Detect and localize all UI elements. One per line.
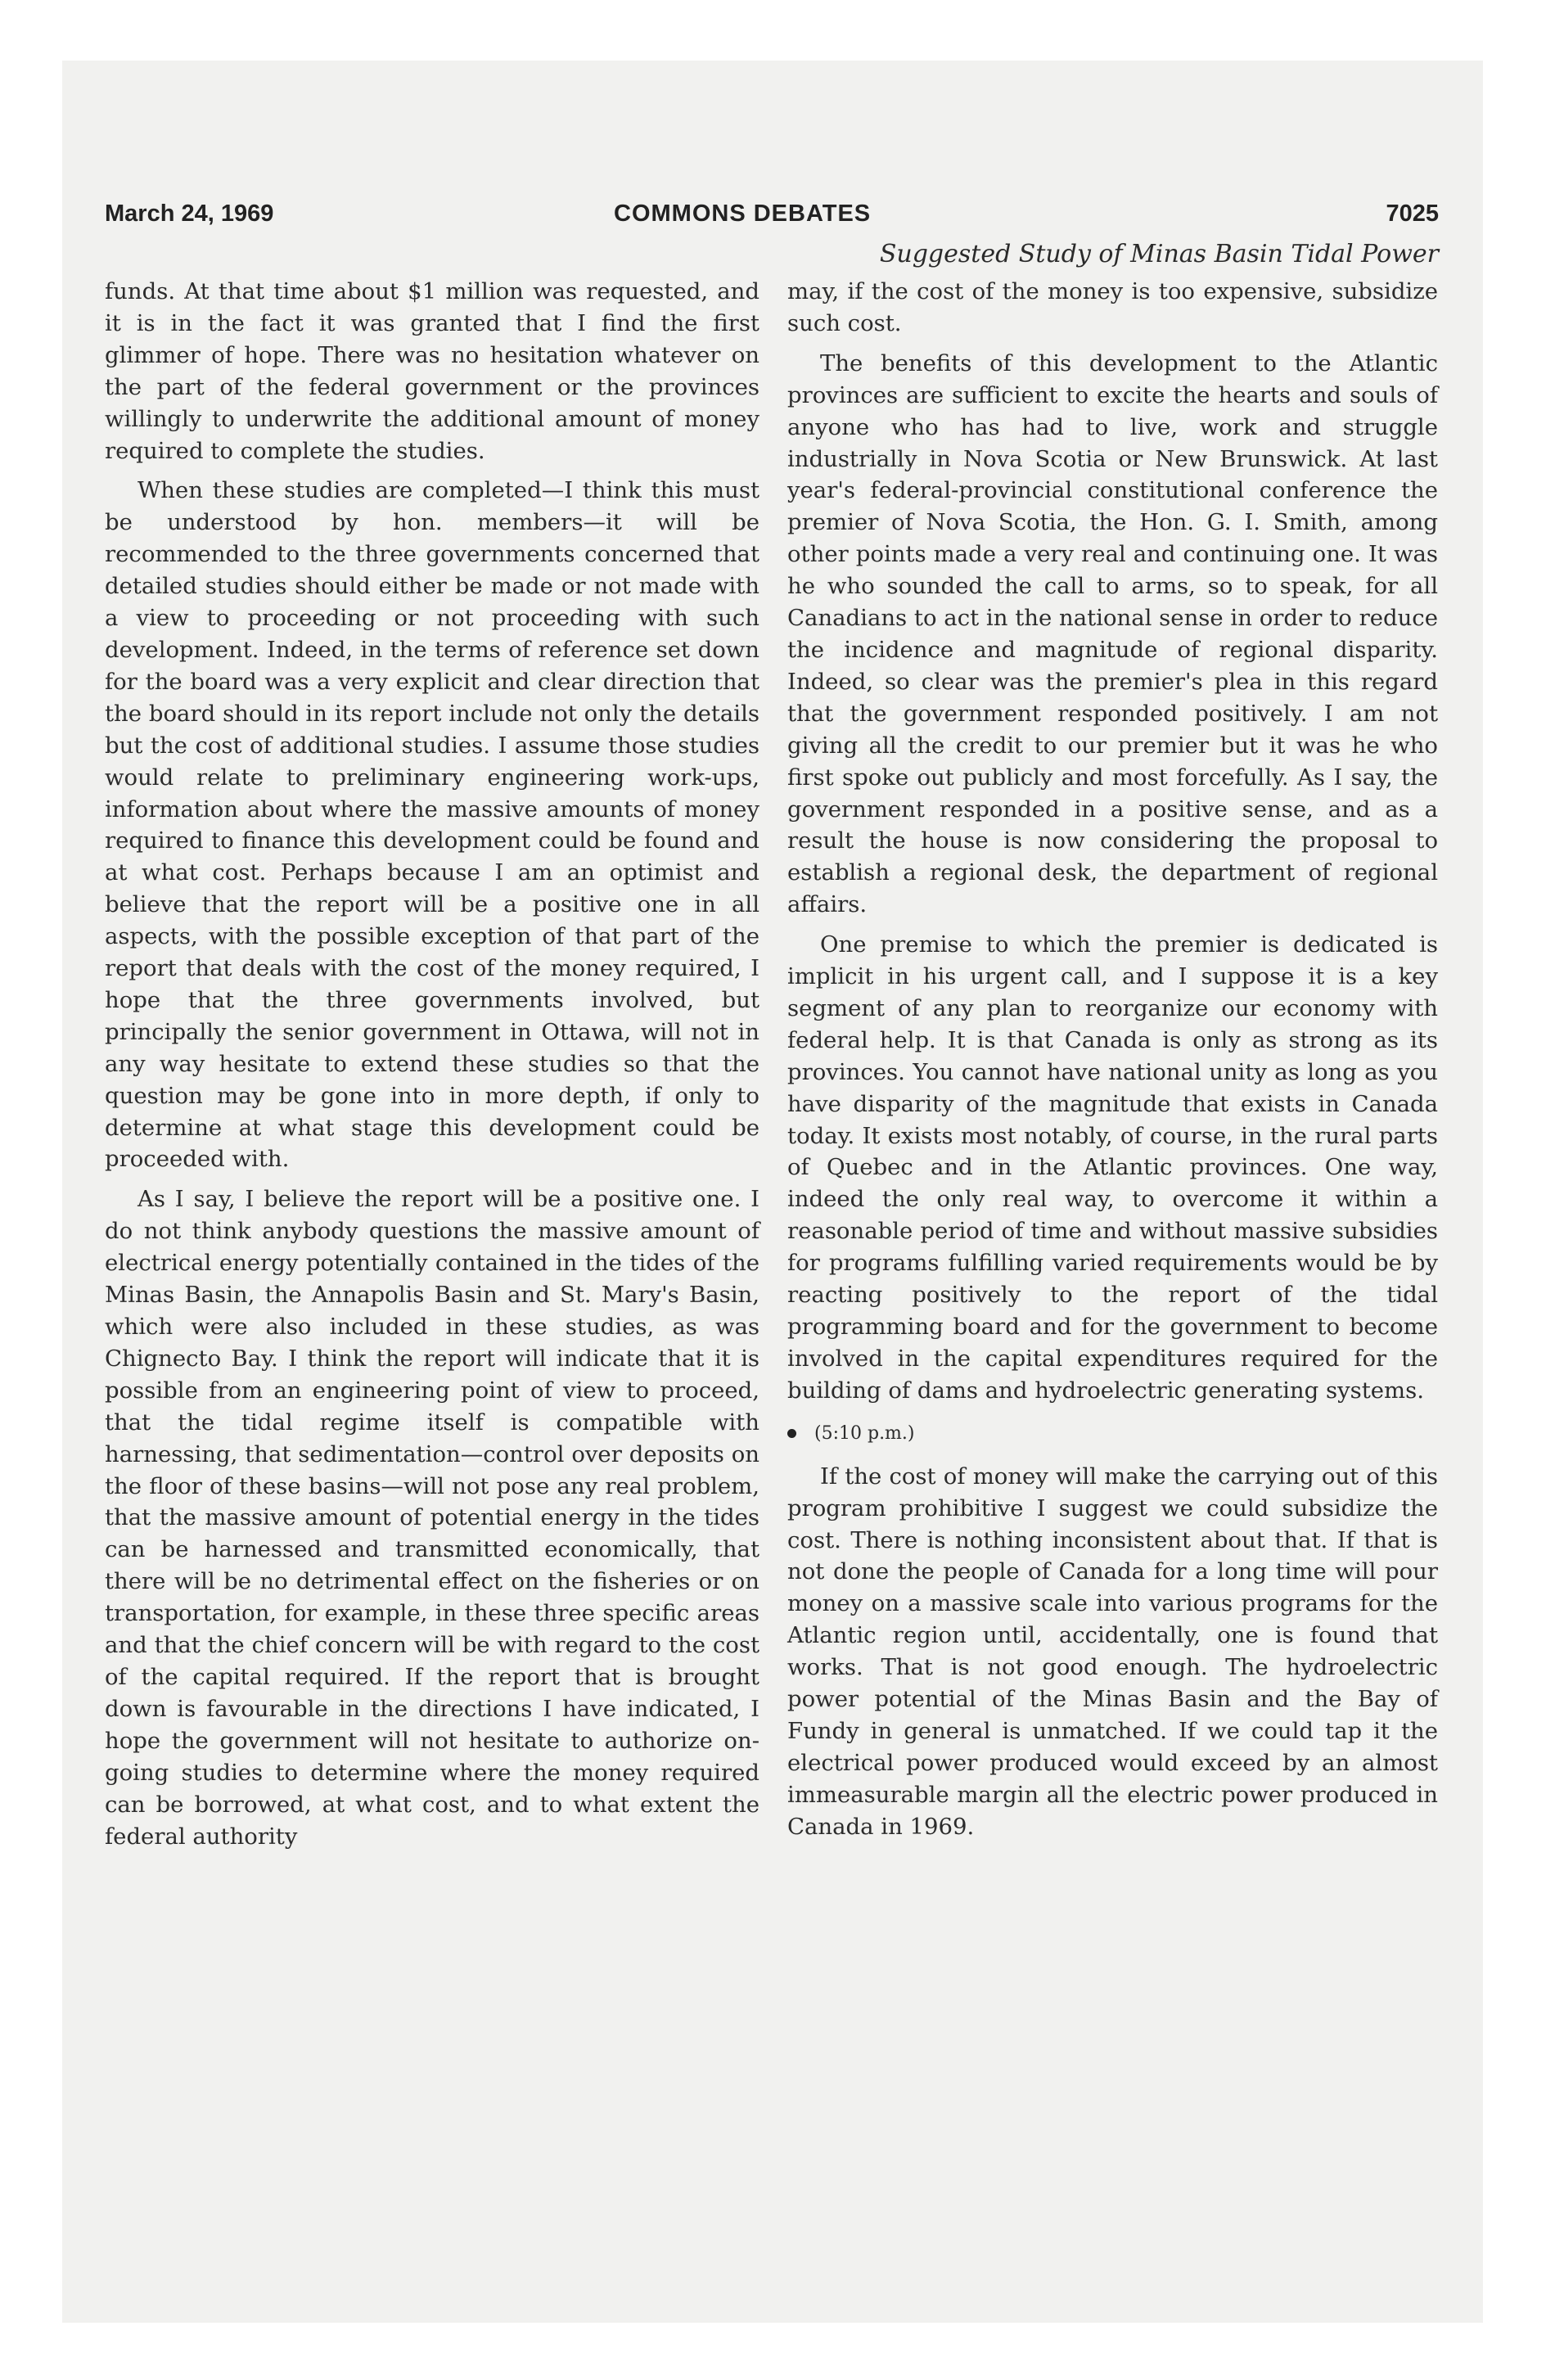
running-title: Suggested Study of Minas Basin Tidal Power bbox=[879, 240, 1439, 268]
header-date: March 24, 1969 bbox=[105, 201, 274, 227]
header-publication: COMMONS DEBATES bbox=[614, 201, 872, 227]
left-paragraph-3: As I say, I believe the report will be a positive one. I do not think anybody questions the massive amount of electrical energy potentially contained in the tides of the Minas Basin, the Annapolis Basin and St. Mary's Basin, which were also included in these studies, as was Chignecto Bay. I think the report will indicate that it is possible from an engineering point of view to proceed, that the tidal regime itself is compatible with harnessing, that sedimentation—control over deposits on the floor of these basins—will not pose any real problem, that the massive amount of potential energy in the tides can be harnessed and transmitted economically, that there will be no detrimental effect on the fisheries or on transportation, for example, in these three specific areas and that the chief concern will be with regard to the cost of the capital required. If the report that is brought down is favourable in the directions I have indicated, I hope the government will not hesitate to authorize on-going studies to determine where the money required can be borrowed, at what cost, and to what extent the federal authority bbox=[105, 1186, 759, 1850]
time-marker-text: (5:10 p.m.) bbox=[814, 1422, 915, 1444]
right-paragraph-1: may, if the cost of the money is too expensive, subsidize such cost. bbox=[787, 278, 1438, 336]
left-column bbox=[105, 276, 759, 1852]
bullet-icon bbox=[787, 1429, 796, 1438]
header-page-number: 7025 bbox=[1386, 201, 1439, 227]
time-marker bbox=[787, 1422, 1438, 1446]
page-header bbox=[105, 197, 1439, 230]
right-paragraph-2: The benefits of this development to the Atlantic provinces are sufficient to excite the hearts and souls of anyone who has had to live, work and struggle industrially in Nova Scotia or New Brunswick. At last year's federal-provincial constitutional conference the premier of Nova Scotia, the Hon. G. I. Smith, among other points made a very real and continuing one. It was he who sounded the call to arms, so to speak, for all Canadians to act in the national sense in order to reduce the incidence and magnitude of regional disparity. Indeed, so clear was the premier's plea in this regard that the government responded positively. I am not giving all the credit to our premier but it was he who first spoke out publicly and most forcefully. As I say, the government responded in a positive sense, and as a result the house is now considering the proposal to establish a regional desk, the department of regional affairs. bbox=[787, 349, 1438, 918]
right-paragraph-4: If the cost of money will make the carrying out of this program prohibitive I suggest we could subsidize the cost. There is nothing inconsistent about that. If that is not done the people of Canada for a long time will pour money on a massive scale into various programs for the Atlantic region until, accidentally, one is found that works. That is not good enough. The hydroelectric power potential of the Minas Basin and the Bay of Fundy in general is unmatched. If we could tap it the electrical power produced would exceed by an almost immeasurable margin all the electric power produced in Canada in 1969. bbox=[787, 1463, 1438, 1840]
left-paragraph-2: When these studies are completed—I think this must be understood by hon. members—it will be recommended to the three governments concerned that detailed studies should either be made or not made with a view to proceeding or not proceeding with such development. Indeed, in the terms of reference set down for the board was a very explicit and clear direction that the board should in its report include not only the details but the cost of additional studies. I assume those studies would relate to preliminary engineering work-ups, information about where the massive amounts of money required to finance this development could be found and at what cost. Perhaps because I am an optimist and believe that the report will be a positive one in all aspects, with the possible exception of that part of the report that deals with the cost of the money required, I hope that the three governments involved, but principally the senior government in Ottawa, will not in any way hesitate to extend these studies so that the question may be gone into in more depth, if only to determine at what stage this development could be proceeded with. bbox=[105, 477, 759, 1173]
right-paragraph-3: One premise to which the premier is dedicated is implicit in his urgent call, and I suppose it is a key segment of any plan to reorganize our economy with federal help. It is that Canada is only as strong as its provinces. You cannot have national unity as long as you have disparity of the magnitude that exists in Canada today. It exists most notably, of course, in the rural parts of Quebec and in the Atlantic provinces. One way, indeed the only real way, to overcome it within a reasonable period of time and without massive subsidies for programs fulfilling varied requirements would be by reacting positively to the report of the tidal programming board and for the government to become involved in the capital expenditures required for the building of dams and hydroelectric generating systems. bbox=[787, 931, 1438, 1404]
left-paragraph-1: funds. At that time about $1 million was requested, and it is in the fact it was granted that I find the first glimmer of hope. There was no hesitation whatever on the part of the federal government or the provinces willingly to underwrite the additional amount of money required to complete the studies. bbox=[105, 278, 759, 464]
right-column bbox=[787, 276, 1438, 1843]
